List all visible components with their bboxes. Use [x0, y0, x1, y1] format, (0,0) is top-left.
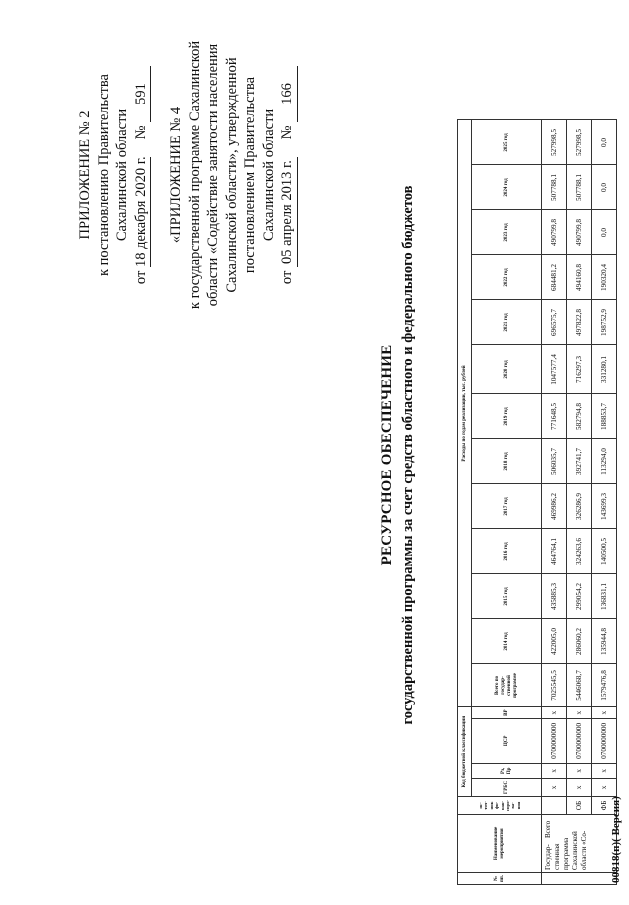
- prev-line-5: Сахалинской области: [260, 108, 277, 242]
- year-header: 2018 год: [472, 439, 542, 484]
- prev-date-line: [278, 25, 298, 325]
- program-name-line-3: программа: [562, 837, 570, 870]
- year-value-cell: 286060,2: [567, 619, 592, 664]
- table-header-row-1: [458, 120, 472, 885]
- year-value-cell: 140500,5: [592, 529, 617, 574]
- year-value-cell: 422005,0: [542, 619, 567, 664]
- year-value-cell: 188853,7: [592, 394, 617, 439]
- program-name-cell: [542, 814, 617, 872]
- resolution-line-2: Сахалинской области: [114, 108, 130, 242]
- table-row: [592, 120, 617, 885]
- year-value-cell: 392741,7: [567, 439, 592, 484]
- year-header: 2021 год: [472, 300, 542, 345]
- year-value-cell: 684481,2: [542, 255, 567, 300]
- vr-cell: х: [567, 707, 592, 718]
- year-header: 2022 год: [472, 255, 542, 300]
- row-number-cell: [542, 872, 617, 884]
- col-grbs-header: ГРБС: [472, 778, 542, 796]
- year-header: 2023 год: [472, 210, 542, 255]
- year-value-cell: 696575,7: [542, 300, 567, 345]
- year-value-cell: 326286,9: [567, 484, 592, 529]
- source-cell: ОБ: [567, 796, 592, 814]
- col-total-header: Всего по государ-ственной программе: [472, 664, 542, 707]
- document-title: РЕСУРСНОЕ ОБЕСПЕЧЕНИЕ: [379, 344, 395, 566]
- year-value-cell: 507788,1: [567, 165, 592, 210]
- year-value-cell: 497822,8: [567, 300, 592, 345]
- prev-line-3: Сахалинской области», утвержденной: [223, 57, 240, 293]
- year-value-cell: 527998,5: [542, 120, 567, 165]
- program-total-label: Всего: [544, 820, 552, 838]
- source-cell: [542, 796, 567, 814]
- year-value-cell: 494160,8: [567, 255, 592, 300]
- prev-line-2: области «Содействие занятости населения: [205, 43, 221, 307]
- year-value-cell: 527998,5: [567, 120, 592, 165]
- year-value-cell: 299054,2: [567, 574, 592, 619]
- year-value-cell: 435885,3: [542, 574, 567, 619]
- year-value-cell: 190320,4: [592, 255, 617, 300]
- year-value-cell: 464764,1: [542, 529, 567, 574]
- year-value-cell: 771648,5: [542, 394, 567, 439]
- total-cell: 1579476,8: [592, 664, 617, 707]
- year-value-cell: 0,0: [592, 210, 617, 255]
- year-value-cell: 136831,1: [592, 574, 617, 619]
- csr-cell: 0700000000: [592, 718, 617, 763]
- col-csr-header: ЦСР: [472, 718, 542, 763]
- col-source-header: ис-точ-ник фи-нан-сиро-ва-ния: [458, 796, 542, 814]
- table-header-row-2: [472, 120, 542, 885]
- col-name-header: Наименование мероприятия: [458, 814, 542, 872]
- document-subtitle: государственной программы за счет средств областного и федерального бюджетов: [400, 185, 416, 725]
- year-value-cell: 490799,8: [567, 210, 592, 255]
- program-name-line-5: области «Со-: [580, 830, 588, 870]
- year-value-cell: 490799,8: [542, 210, 567, 255]
- year-value-cell: 1047577,4: [542, 345, 567, 394]
- year-header: 2015 год: [472, 574, 542, 619]
- rzpr-cell: х: [592, 763, 617, 778]
- prev-date: 05 апреля 2013 г.: [278, 157, 298, 267]
- vr-cell: х: [592, 707, 617, 718]
- prev-from-label: от: [279, 270, 295, 285]
- year-value-cell: 506035,7: [542, 439, 567, 484]
- program-name-line-2: ственная: [553, 843, 561, 870]
- year-header: 2016 год: [472, 529, 542, 574]
- resolution-line-1: к постановлению Правительства: [95, 74, 112, 276]
- rzpr-cell: х: [567, 763, 592, 778]
- col-vr-header: ВР: [472, 707, 542, 718]
- program-name-line-4: Сахалинской: [571, 831, 579, 870]
- table-row: [567, 120, 592, 885]
- program-name-line-1: Государ-: [544, 844, 552, 870]
- year-value-cell: 324263,6: [567, 529, 592, 574]
- appendix-header: [76, 25, 298, 325]
- prev-number: 166: [278, 66, 298, 122]
- year-value-cell: 469986,2: [542, 484, 567, 529]
- prev-line-4: постановлением Правительства: [242, 76, 258, 274]
- year-value-cell: 582794,8: [567, 394, 592, 439]
- year-value-cell: 135944,8: [592, 619, 617, 664]
- total-cell: 7025545,5: [542, 664, 567, 707]
- grbs-cell: х: [592, 778, 617, 796]
- prev-number-sign: №: [279, 125, 295, 140]
- csr-cell: 0700000000: [542, 718, 567, 763]
- year-header: 2024 год: [472, 165, 542, 210]
- table-row: [542, 120, 567, 885]
- col-no-header: № пп.: [458, 872, 542, 884]
- col-rzpr-header: Рз, Пр: [472, 763, 542, 778]
- year-header: 2020 год: [472, 345, 542, 394]
- prev-appendix-title: «ПРИЛОЖЕНИЕ № 4: [168, 106, 184, 244]
- year-header: 2014 год: [472, 619, 542, 664]
- vr-cell: х: [542, 707, 567, 718]
- codes-group-header: Код бюджетной классификации: [458, 707, 472, 797]
- year-header: 2017 год: [472, 484, 542, 529]
- prev-line-1: к государственной программе Сахалинской: [186, 40, 203, 310]
- year-value-cell: 331280,1: [592, 345, 617, 394]
- grbs-cell: х: [542, 778, 567, 796]
- resolution-date: 18 декабря 2020 г.: [132, 157, 152, 267]
- year-value-cell: 0,0: [592, 165, 617, 210]
- year-value-cell: 507788,1: [542, 165, 567, 210]
- rzpr-cell: х: [542, 763, 567, 778]
- resolution-from-label: от: [132, 270, 149, 285]
- year-value-cell: 113294,0: [592, 439, 617, 484]
- resource-table-wrap: [457, 119, 617, 885]
- year-header: 2019 год: [472, 394, 542, 439]
- year-header: 2025 год: [472, 120, 542, 165]
- year-value-cell: 716297,3: [567, 345, 592, 394]
- source-cell: ФБ: [592, 796, 617, 814]
- total-cell: 5446068,7: [567, 664, 592, 707]
- appendix-title: ПРИЛОЖЕНИЕ № 2: [77, 110, 93, 240]
- year-value-cell: 143699,3: [592, 484, 617, 529]
- year-value-cell: 198752,9: [592, 300, 617, 345]
- years-group-header: Расходы по годам реализации, тыс. рублей: [458, 120, 472, 707]
- resolution-date-line: [132, 25, 152, 325]
- csr-cell: 0700000000: [567, 718, 592, 763]
- resolution-number: 591: [132, 66, 152, 122]
- grbs-cell: х: [567, 778, 592, 796]
- resource-table: [457, 119, 617, 885]
- resolution-number-sign: №: [132, 125, 149, 140]
- document-version-label: 00818(п)( Версия): [610, 796, 622, 883]
- year-value-cell: 0,0: [592, 120, 617, 165]
